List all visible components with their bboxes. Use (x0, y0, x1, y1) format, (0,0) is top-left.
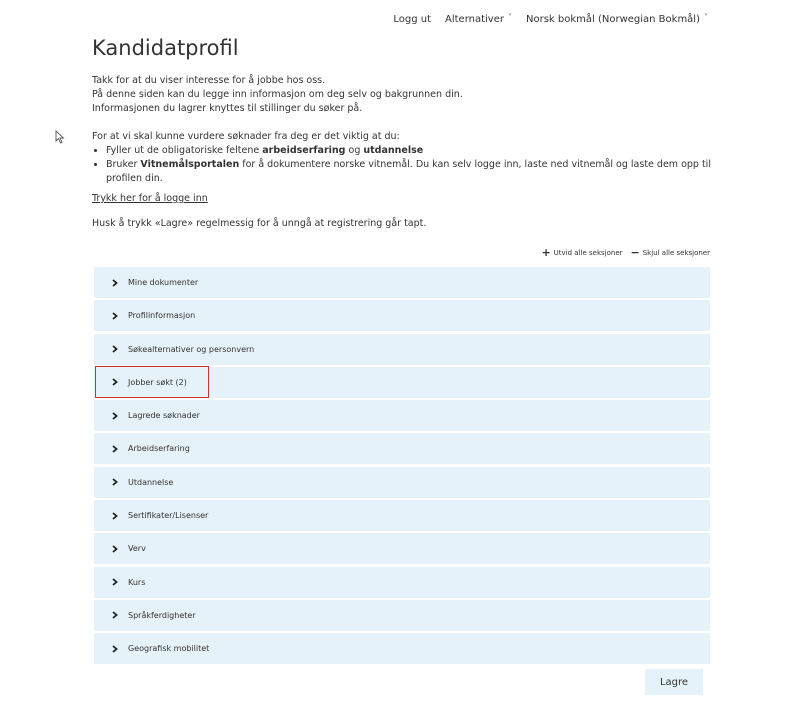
chevron-right-icon (112, 545, 122, 553)
intro-text (92, 74, 712, 116)
requirements-list (92, 144, 712, 186)
chevron-right-icon (112, 312, 122, 320)
requirement-text: for å dokumentere norske vitnemål. Du kan selv logge inn, laste ned vitnemål og laste dem opp til profilen din. (106, 159, 711, 184)
minus-icon: − (630, 246, 640, 259)
chevron-right-icon (112, 345, 122, 353)
chevron-down-icon: ˅ (507, 13, 512, 22)
intro-line: På denne siden kan du legge inn informasjon om deg selv og bakgrunnen din. (92, 89, 463, 100)
requirements (92, 130, 712, 206)
requirement-text: Fyller ut de obligatoriske feltene (106, 145, 263, 156)
section-item[interactable] (94, 467, 710, 498)
requirement-item (106, 158, 712, 186)
section-label: Profilinformasjon (128, 311, 196, 321)
save-button[interactable]: Lagre (645, 669, 703, 695)
requirement-bold: arbeidserfaring (262, 145, 346, 156)
mouse-pointer-icon (55, 130, 65, 144)
chevron-right-icon (112, 445, 122, 453)
section-item[interactable] (94, 300, 710, 331)
main-content (92, 36, 712, 688)
requirement-text: Bruker (106, 159, 141, 170)
section-item[interactable] (94, 567, 710, 598)
language-label: Norsk bokmål (Norwegian Bokmål) (525, 14, 700, 25)
section-item[interactable] (94, 267, 710, 298)
section-label: Søkealternativer og personvern (128, 344, 255, 354)
chevron-right-icon (112, 378, 122, 386)
expand-all-label: Utvid alle seksjoner (553, 248, 623, 257)
section-tools (92, 246, 710, 259)
login-link[interactable]: Trykk her for å logge inn (92, 193, 208, 204)
section-label: Lagrede søknader (128, 411, 200, 421)
section-item[interactable] (94, 500, 710, 531)
chevron-right-icon (112, 645, 122, 653)
section-label: Mine dokumenter (128, 278, 199, 287)
chevron-right-icon (112, 412, 122, 420)
language-menu[interactable] (526, 14, 708, 25)
requirement-item (106, 144, 712, 158)
collapse-all-label: Skjul alle seksjoner (642, 248, 710, 257)
expand-all-button[interactable] (541, 246, 622, 259)
chevron-right-icon (112, 279, 122, 287)
save-reminder: Husk å trykk «Lagre» regelmessig for å unngå at registrering går tapt. (92, 218, 427, 229)
section-item[interactable] (94, 633, 710, 664)
intro-line: Takk for at du viser interesse for å jobbe hos oss. (92, 75, 326, 86)
logout-link[interactable]: Logg ut (393, 14, 431, 25)
alternatives-menu[interactable] (445, 14, 512, 25)
chevron-right-icon (112, 611, 122, 619)
section-item[interactable] (94, 533, 710, 564)
intro-line: Informasjonen du lagrer knyttes til stillinger du søker på. (92, 103, 363, 114)
section-item[interactable] (94, 334, 710, 365)
section-label: Sertifikater/Lisenser (128, 511, 209, 521)
section-label: Utdannelse (128, 477, 174, 487)
section-item[interactable] (94, 400, 710, 431)
section-label: Kurs (128, 577, 146, 587)
chevron-right-icon (112, 578, 122, 586)
section-label: Geografisk mobilitet (128, 644, 210, 654)
collapse-all-button[interactable] (631, 246, 710, 259)
section-label: Jobber søkt (2) (128, 377, 187, 387)
section-item[interactable] (94, 367, 710, 398)
section-item[interactable] (94, 600, 710, 631)
requirements-heading: For at vi skal kunne vurdere søknader fra deg er det viktig at du: (92, 131, 400, 142)
section-item[interactable] (94, 433, 710, 464)
requirement-text: og (345, 145, 364, 156)
chevron-down-icon: ˅ (704, 13, 708, 22)
page-title: Kandidatprofil (92, 36, 239, 60)
requirement-bold: Vitnemålsportalen (140, 159, 240, 170)
requirement-bold: utdannelse (363, 145, 424, 156)
section-accordion (94, 267, 710, 667)
top-navigation (393, 14, 708, 25)
chevron-right-icon (112, 512, 122, 520)
alternatives-label: Alternativer (445, 14, 504, 25)
chevron-right-icon (112, 478, 122, 486)
section-label: Verv (128, 544, 146, 554)
section-label: Språkferdigheter (128, 610, 196, 620)
plus-icon: + (541, 246, 551, 259)
section-label: Arbeidserfaring (128, 444, 190, 454)
